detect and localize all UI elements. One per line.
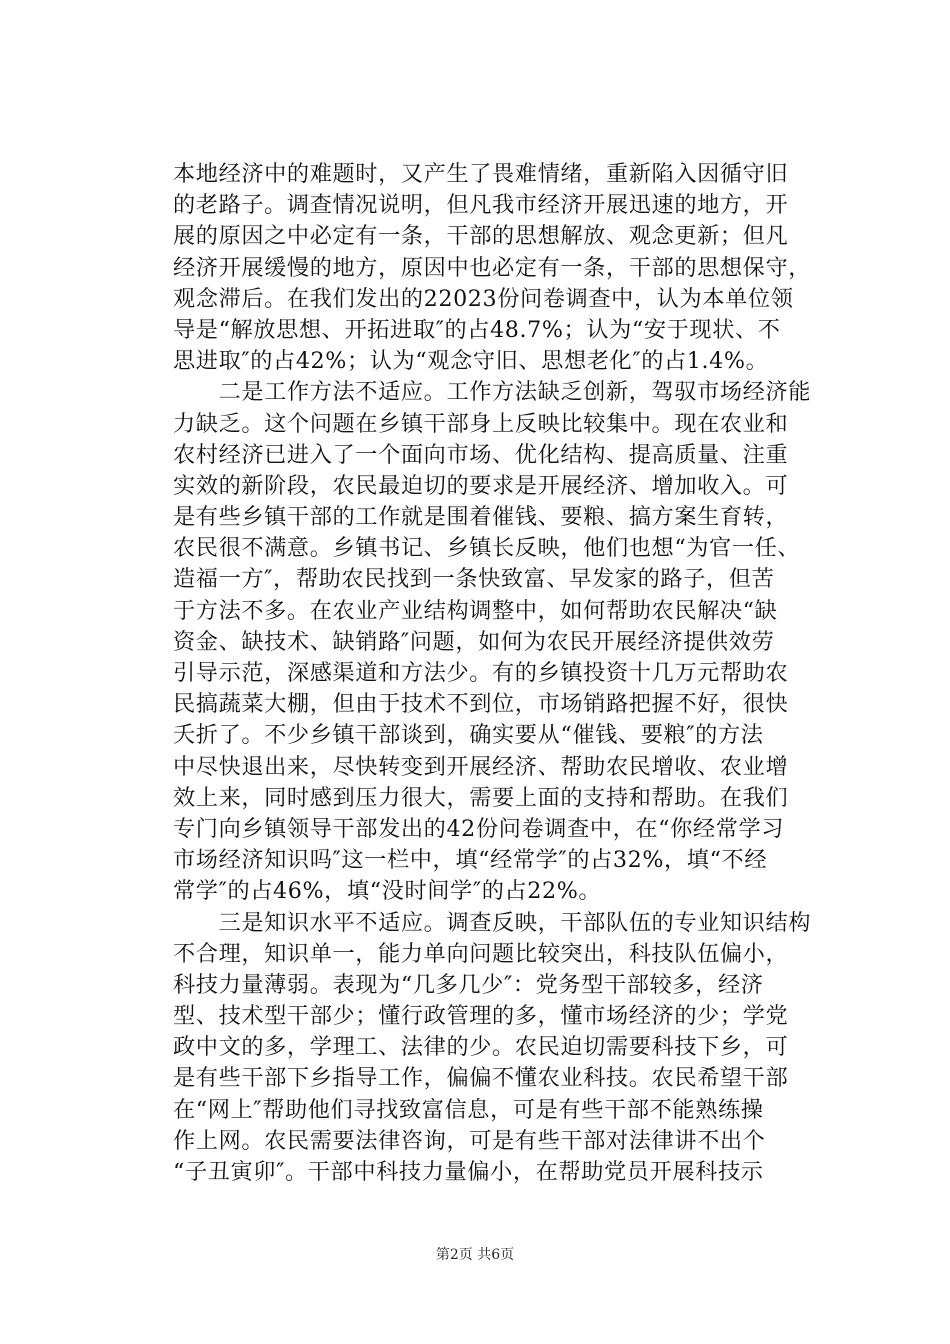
text-line: 的老路子。调查情况说明，但凡我市经济开展迅速的地方，开	[173, 192, 789, 219]
text-line: 不合理，知识单一，能力单向问题比较突出，科技队伍偏小，	[173, 940, 789, 967]
text-line: 常学″的占46%，填“没时间学″的占22%。	[173, 878, 602, 905]
text-line: 观念滞后。在我们发出的22023份问卷调查中，认为本单位领	[173, 285, 794, 312]
text-line: 实效的新阶段，农民最迫切的要求是开展经济、增加收入。可	[173, 472, 789, 499]
page-number: 第2页 共6页	[435, 1247, 515, 1263]
text-line: 型、技术型干部少；懂行政管理的多，懂市场经济的少；学党	[173, 1003, 789, 1030]
paragraph-start-line: 二是工作方法不适应。工作方法缺乏创新，驾驭市场经济能	[173, 379, 812, 406]
text-line: 市场经济知识吗″这一栏中，填“经常学″的占32%，填“不经	[173, 847, 768, 874]
text-line: 农村经济已进入了一个面向市场、优化结构、提高质量、注重	[173, 441, 789, 468]
text-line: 是有些乡镇干部的工作就是围着催钱、要粮、搞方案生育转，	[173, 504, 789, 531]
text-line: 于方法不多。在农业产业结构调整中，如何帮助农民解决“缺	[173, 597, 778, 624]
text-line: 引导示范，深感渠道和方法少。有的乡镇投资十几万元帮助农	[173, 660, 789, 686]
text-line: 是有些干部下乡指导工作，偏偏不懂农业科技。农民希望干部	[173, 1065, 789, 1092]
text-line: “子丑寅卯″。干部中科技力量偏小，在帮助党员开展科技示	[173, 1159, 764, 1185]
text-line: 资金、缺技术、缺销路″问题，如何为农民开展经济提供效劳	[173, 628, 775, 655]
text-line: 力缺乏。这个问题在乡镇干部身上反映比较集中。现在农业和	[173, 410, 789, 437]
text-line: 作上网。农民需要法律咨询，可是有些干部对法律讲不出个	[173, 1127, 766, 1154]
text-line: 民搞蔬菜大棚，但由于技术不到位，市场销路把握不好，很快	[173, 691, 789, 718]
text-line: 夭折了。不少乡镇干部谈到，确实要从“催钱、要粮″的方法	[173, 722, 764, 749]
text-line: 效上来，同时感到压力很大，需要上面的支持和帮助。在我们	[173, 784, 789, 811]
text-line: 政中文的多，学理工、法律的少。农民迫切需要科技下乡，可	[173, 1034, 789, 1061]
text-line: 在“网上″帮助他们寻找致富信息，可是有些干部不能熟练操	[173, 1096, 764, 1123]
page-footer	[0, 1245, 950, 1265]
text-line: 科技力量薄弱。表现为“几多几少″：党务型干部较多，经济	[173, 971, 764, 998]
text-line: 本地经济中的难题时，又产生了畏难情绪，重新陷入因循守旧	[173, 161, 789, 187]
text-line: 思进取″的占42%；认为“观念守旧、思想老化″的占1.4%。	[173, 348, 769, 375]
paragraph-start-line: 三是知识水平不适应。调查反映，干部队伍的专业知识结构	[173, 909, 812, 936]
text-line: 导是“解放思想、开拓进取″的占48.7%；认为“安于现状、不	[173, 316, 781, 343]
text-line: 专门向乡镇领导干部发出的42份问卷调查中，在“你经常学习	[173, 815, 785, 842]
text-line: 造福一方″，帮助农民找到一条快致富、早发家的路子，但苦	[173, 566, 775, 593]
text-line: 经济开展缓慢的地方，原因中也必定有一条，干部的思想保守，	[173, 254, 812, 281]
body-text	[173, 159, 812, 1188]
text-line: 展的原因之中必定有一条，干部的思想解放、观念更新；但凡	[173, 223, 789, 250]
text-line: 中尽快退出来，尽快转变到开展经济、帮助农民增收、农业增	[173, 753, 789, 780]
text-line: 农民很不满意。乡镇书记、乡镇长反映，他们也想“为官一任、	[173, 535, 801, 562]
